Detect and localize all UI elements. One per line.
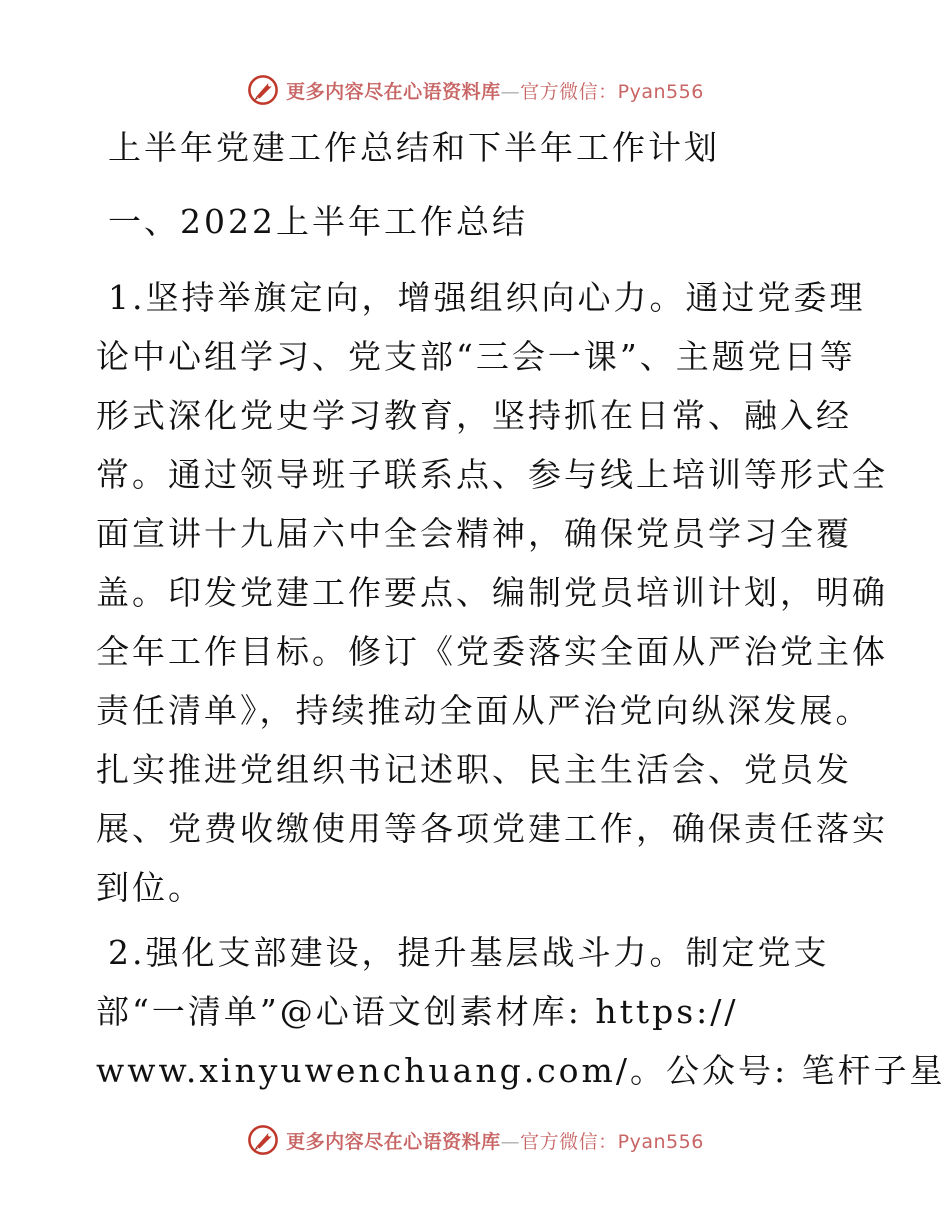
pen-logo-icon — [246, 73, 280, 107]
watermark-main-text: 更多内容尽在心语资料库 — [286, 1130, 501, 1153]
section-heading: 一、2022上半年工作总结 — [108, 202, 528, 241]
paragraph-line: 展、党费收缴使用等各项党建工作，确保责任落实 — [96, 809, 888, 848]
paragraph-line: 常。通过领导班子联系点、参与线上培训等形式全 — [96, 455, 888, 494]
watermark-wechat: 官方微信：Pyan556 — [520, 80, 704, 103]
header-watermark — [0, 70, 950, 110]
paragraph-line: 面宣讲十九届六中全会精神，确保党员学习全覆 — [96, 514, 852, 553]
paragraph-2 — [96, 923, 946, 1100]
document-title: 上半年党建工作总结和下半年工作计划 — [108, 128, 720, 167]
paragraph-line: www.xinyuwenchuang.com/。公众号: 笔杆子星 — [96, 1051, 946, 1090]
paragraph-line: 1.坚持举旗定向，增强组织向心力。通过党委理 — [108, 278, 866, 317]
watermark-group — [246, 73, 704, 107]
paragraph-1 — [96, 268, 888, 917]
paragraph-line: 到位。 — [96, 868, 204, 907]
paragraph-line: 责任清单》，持续推动全面从严治党向纵深发展。 — [96, 691, 872, 730]
watermark-wechat: 官方微信：Pyan556 — [520, 1130, 704, 1153]
paragraph-line: 盖。印发党建工作要点、编制党员培训计划，明确 — [96, 573, 888, 612]
watermark-text — [286, 1127, 704, 1154]
watermark-text — [286, 77, 704, 104]
watermark-separator: — — [500, 80, 521, 103]
paragraph-line: 部“一清单”@心语文创素材库: https:// — [96, 992, 739, 1031]
paragraph-line: 形式深化党史学习教育，坚持抓在日常、融入经 — [96, 396, 852, 435]
pen-logo-icon — [246, 1123, 280, 1157]
paragraph-line: 2.强化支部建设，提升基层战斗力。制定党支 — [108, 933, 830, 972]
paragraph-line: 全年工作目标。修订《党委落实全面从严治党主体 — [96, 632, 888, 671]
watermark-separator: — — [500, 1130, 521, 1153]
watermark-group — [246, 1123, 704, 1157]
paragraph-line: 扎实推进党组织书记述职、民主生活会、党员发 — [96, 750, 852, 789]
footer-watermark — [0, 1120, 950, 1160]
paragraph-line: 论中心组学习、党支部“三会一课”、主题党日等 — [96, 337, 856, 376]
watermark-main-text: 更多内容尽在心语资料库 — [286, 80, 501, 103]
